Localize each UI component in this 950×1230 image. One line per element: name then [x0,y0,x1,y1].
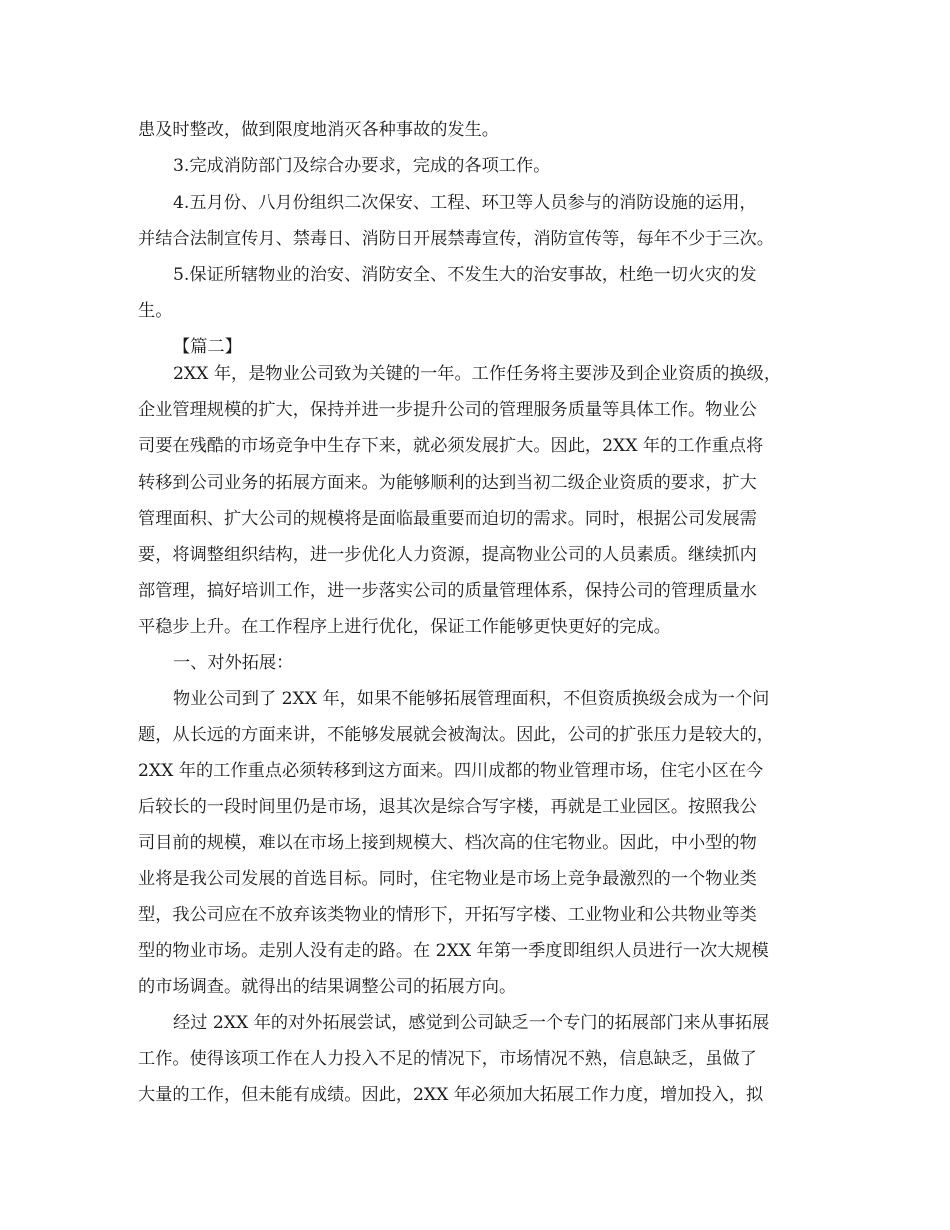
text-line-4: 并结合法制宣传月、禁毒日、消防日开展禁毒宣传，消防宣传等，每年不少于三次。 [138,229,774,249]
text-line-12: 管理面积、扩大公司的规模将是面临最重要而迫切的需求。同时，根据公司发展需 [138,509,757,529]
text-line-22: 业将是我公司发展的首选目标。同时，住宅物业是市场上竞争最激烈的一个物业类 [138,869,757,889]
text-line-8: 2XX 年，是物业公司致为关键的一年。工作任务将主要涉及到企业资质的换级， [173,364,782,384]
text-line-27: 工作。使得该项工作在人力投入不足的情况下，市场情况不熟，信息缺乏，虽做了 [138,1049,757,1069]
text-line-21: 司目前的规模，难以在市场上接到规模大、档次高的住宅物业。因此，中小型的物 [138,833,757,853]
text-line-2: 3.完成消防部门及综合办要求，完成的各项工作。 [173,156,551,176]
text-line-5: 5.保证所辖物业的治安、消防安全、不发生大的治安事故，杜绝一切火灾的发 [173,265,757,285]
text-line-17: 物业公司到了 2XX 年，如果不能够拓展管理面积，不但资质换级会成为一个问 [173,689,770,709]
text-line-13: 要，将调整组织结构，进一步优化人力资源，提高物业公司的人员素质。继续抓内 [138,545,757,565]
text-line-25: 的市场调查。就得出的结果调整公司的拓展方向。 [138,977,517,997]
text-line-3: 4.五月份、八月份组织二次保安、工程、环卫等人员参与的消防设施的运用， [173,193,757,213]
text-line-6: 生。 [138,301,173,321]
text-line-9: 企业管理规模的扩大，保持并进一步提升公司的管理服务质量等具体工作。物业公 [138,400,757,420]
text-line-23: 型，我公司应在不放弃该类物业的情形下，开拓写字楼、工业物业和公共物业等类 [138,905,757,925]
section-heading-external-expansion: 一、对外拓展： [173,653,294,673]
text-line-24: 型的物业市场。走别人没有走的路。在 2XX 年第一季度即组织人员进行一次大规模 [138,941,769,961]
text-line-15: 平稳步上升。在工作程序上进行优化，保证工作能够更快更好的完成。 [138,617,671,637]
text-line-18: 题，从长远的方面来讲，不能够发展就会被淘汰。因此，公司的扩张压力是较大的， [138,725,774,745]
text-line-11: 转移到公司业务的拓展方面来。为能够顺利的达到当初二级企业资质的要求，扩大 [138,473,757,493]
section-heading-pian-er: 【篇二】 [173,337,242,357]
text-line-14: 部管理，搞好培训工作，进一步落实公司的质量管理体系，保持公司的管理质量水 [138,581,757,601]
text-line-26: 经过 2XX 年的对外拓展尝试，感觉到公司缺乏一个专门的拓展部门来从事拓展 [173,1013,770,1033]
text-line-20: 后较长的一段时间里仍是市场，退其次是综合写字楼，再就是工业园区。按照我公 [138,797,757,817]
text-line-19: 2XX 年的工作重点必须转移到这方面来。四川成都的物业管理市场，住宅小区在今 [138,761,764,781]
text-line-28: 大量的工作，但未能有成绩。因此，2XX 年必须加大拓展工作力度，增加投入，拟 [138,1085,764,1105]
text-line-1: 患及时整改，做到限度地消灭各种事故的发生。 [138,120,499,140]
text-line-10: 司要在残酷的市场竞争中生存下来，就必须发展扩大。因此，2XX 年的工作重点将 [138,436,764,456]
